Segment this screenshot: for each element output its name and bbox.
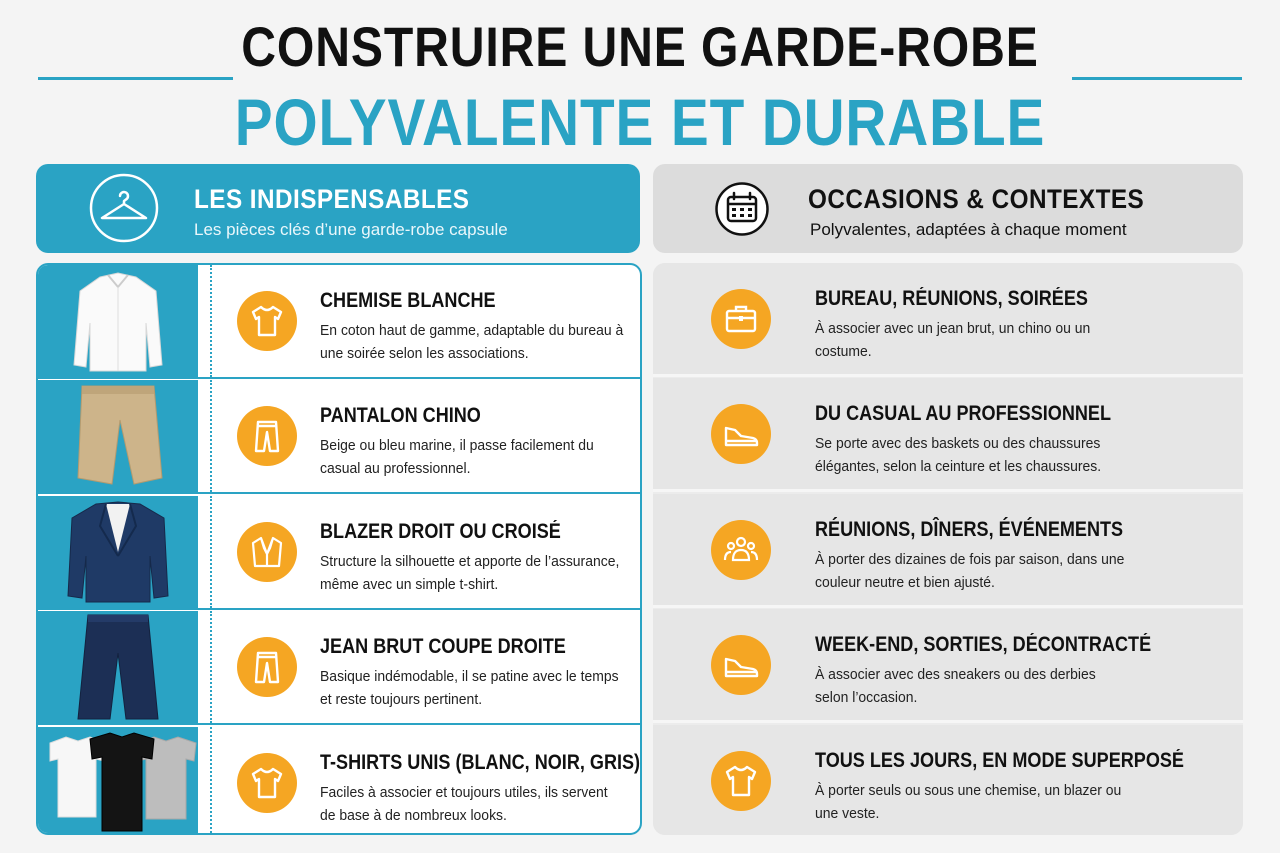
- item-description: À associer avec un jean brut, un chino ou un costume.: [815, 320, 1091, 360]
- title-divider-right: [1072, 77, 1242, 80]
- list-item: [38, 496, 640, 610]
- item-title: BUREAU, RÉUNIONS, SOIRÉES: [815, 287, 1088, 310]
- divider: [210, 727, 212, 835]
- occasions-header: [653, 164, 1243, 253]
- list-item: [38, 265, 640, 379]
- divider: [210, 380, 212, 492]
- item-title: T-SHIRTS UNIS (BLANC, NOIR, GRIS): [320, 751, 641, 774]
- item-description: En coton haut de gamme, adaptable du bureau à une soirée selon les associations.: [320, 322, 624, 362]
- list-item: [653, 494, 1243, 608]
- item-description: À porter des dizaines de fois par saison, dans une couleur neutre et bien ajusté.: [815, 551, 1125, 591]
- essentials-list: [36, 263, 642, 835]
- item-description: Beige ou bleu marine, il passe facilement du casual au professionnel.: [320, 437, 594, 477]
- blazer-photo: [38, 496, 198, 608]
- page-title-line2: POLYVALENTE ET DURABLE: [234, 85, 1046, 159]
- people-icon: [711, 520, 771, 580]
- tshirt-icon: [237, 753, 297, 813]
- item-title: CHEMISE BLANCHE: [320, 289, 496, 312]
- item-title: RÉUNIONS, DÎNERS, ÉVÉNEMENTS: [815, 518, 1124, 541]
- list-item: [653, 263, 1243, 377]
- item-title: JEAN BRUT COUPE DROITE: [320, 635, 566, 658]
- essentials-title: LES INDISPENSABLES: [194, 184, 470, 214]
- occasions-subtitle: Polyvalentes, adaptées à chaque moment: [810, 220, 1127, 239]
- hanger-icon: [88, 172, 160, 244]
- list-item: [653, 725, 1243, 835]
- briefcase-icon: [711, 289, 771, 349]
- essentials-subtitle: Les pièces clés d’une garde-robe capsule: [194, 220, 508, 239]
- blazer-icon: [237, 522, 297, 582]
- item-title: DU CASUAL AU PROFESSIONNEL: [815, 402, 1112, 425]
- divider: [210, 496, 212, 608]
- item-title: WEEK-END, SORTIES, DÉCONTRACTÉ: [815, 633, 1152, 656]
- tshirt-icon: [711, 751, 771, 811]
- item-title: PANTALON CHINO: [320, 404, 481, 427]
- item-description: Faciles à associer et toujours utiles, ils servent de base à de nombreux looks.: [320, 784, 608, 824]
- jeans-photo: [38, 611, 198, 723]
- occasions-list: [653, 263, 1243, 835]
- trousers-icon: [237, 406, 297, 466]
- list-item: [38, 727, 640, 835]
- divider: [210, 265, 212, 377]
- white-shirt-photo: [38, 265, 198, 377]
- chino-photo: [38, 380, 198, 492]
- occasions-title: OCCASIONS & CONTEXTES: [808, 184, 1145, 214]
- item-description: À associer avec des sneakers ou des derbies selon l’occasion.: [815, 666, 1096, 706]
- item-description: Se porte avec des baskets ou des chaussures élégantes, selon la ceinture et les chaussures.: [815, 435, 1102, 475]
- list-item: [38, 380, 640, 494]
- list-item: [653, 609, 1243, 723]
- divider: [210, 611, 212, 723]
- title-divider-left: [38, 77, 233, 80]
- calendar-icon: [715, 182, 769, 236]
- page-title-line1: CONSTRUIRE UNE GARDE-ROBE: [241, 15, 1039, 78]
- sneaker-icon: [711, 635, 771, 695]
- item-title: TOUS LES JOURS, EN MODE SUPERPOSÉ: [815, 749, 1184, 772]
- jeans-icon: [237, 637, 297, 697]
- list-item: [38, 611, 640, 725]
- tshirts-photo: [38, 727, 198, 835]
- item-description: Structure la silhouette et apporte de l’assurance, même avec un simple t-shirt.: [320, 553, 620, 593]
- shoe-icon: [711, 404, 771, 464]
- item-description: À porter seuls ou sous une chemise, un blazer ou une veste.: [815, 782, 1122, 822]
- item-title: BLAZER DROIT OU CROISÉ: [320, 520, 561, 543]
- list-item: [653, 378, 1243, 492]
- essentials-header: [36, 164, 640, 253]
- shirt-icon: [237, 291, 297, 351]
- item-description: Basique indémodable, il se patine avec le temps et reste toujours pertinent.: [320, 668, 619, 708]
